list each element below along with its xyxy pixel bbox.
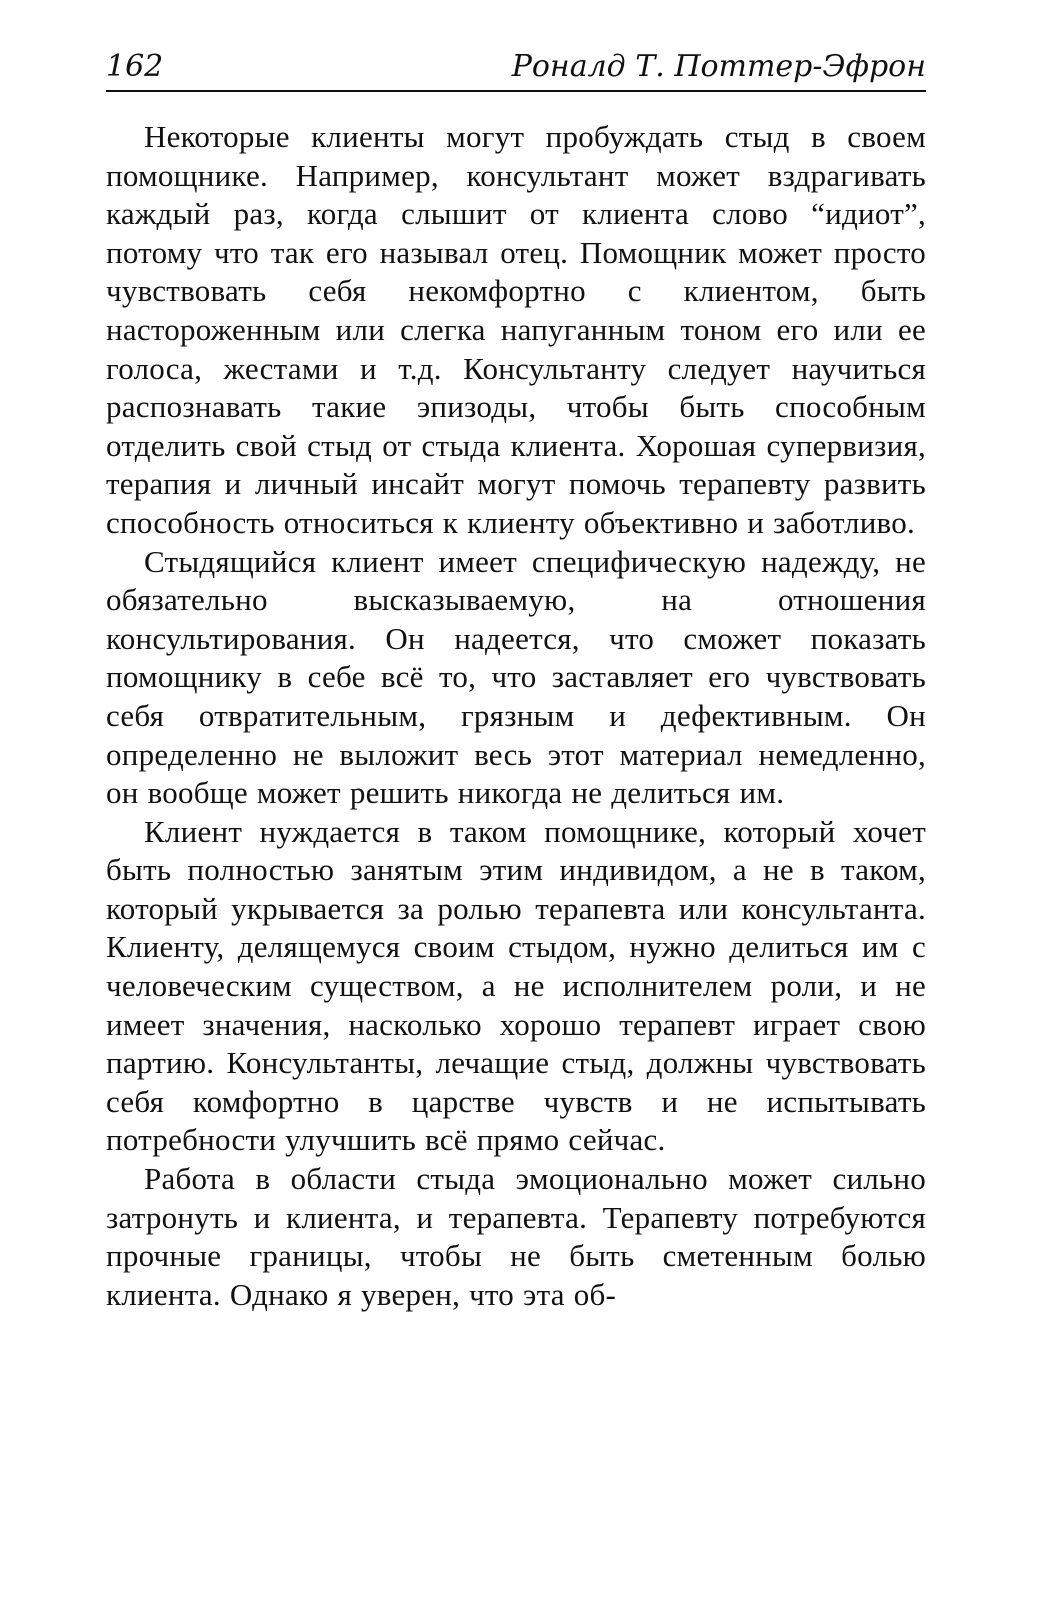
body-text — [106, 118, 926, 1314]
page-number: 162 — [106, 49, 164, 84]
running-header — [106, 44, 926, 92]
paragraph-3: Клиент нуждается в таком помощнике, который хочет быть полностью занятым этим индивидом, а не в таком, который укрывается за ролью терапевта или консультанта. Клиенту, делящемуся своим стыдом, нужно делиться им с человеческим существом, а не исполнителем роли, и не имеет значения, насколько хорошо терапевт играет свою партию. Консультанты, лечащие стыд, должны чувствовать себя комфортно в царстве чувств и не испытывать потребности улучшить всё прямо сейчас. — [106, 813, 926, 1158]
paragraph-2: Стыдящийся клиент имеет специфическую надежду, не обязательно высказываемую, на отношения консультирования. Он надеется, что сможет показать помощнику в себе всё то, что заставляет его чувствовать себя отвратительным, грязным и дефективным. Он определенно не выложит весь этот материал немедленно, он вообще может решить никогда не делиться им. — [106, 543, 926, 811]
paragraph-1: Некоторые клиенты могут пробуждать стыд в своем помощнике. Например, консультант может вздрагивать каждый раз, когда слышит от клиента слово “идиот”, потому что так его называл отец. Помощник может просто чувствовать себя некомфортно с клиентом, быть настороженным или слегка напуганным тоном его или ее голоса, жестами и т.д. Консультанту следует научиться распознавать такие эпизоды, чтобы быть способным отделить свой стыд от стыда клиента. Хорошая супервизия, терапия и личный инсайт могут помочь терапевту развить способность относиться к клиенту объективно и заботливо. — [106, 119, 926, 540]
running-title: Роналд Т. Поттер-Эфрон — [511, 49, 926, 84]
book-page — [106, 44, 926, 1564]
paragraph-4: Работа в области стыда эмоционально может сильно затронуть и клиента, и терапевта. Терапевту потребуются прочные границы, чтобы не быть сметенным болью клиента. Однако я уверен, что эта об- — [106, 1161, 926, 1312]
